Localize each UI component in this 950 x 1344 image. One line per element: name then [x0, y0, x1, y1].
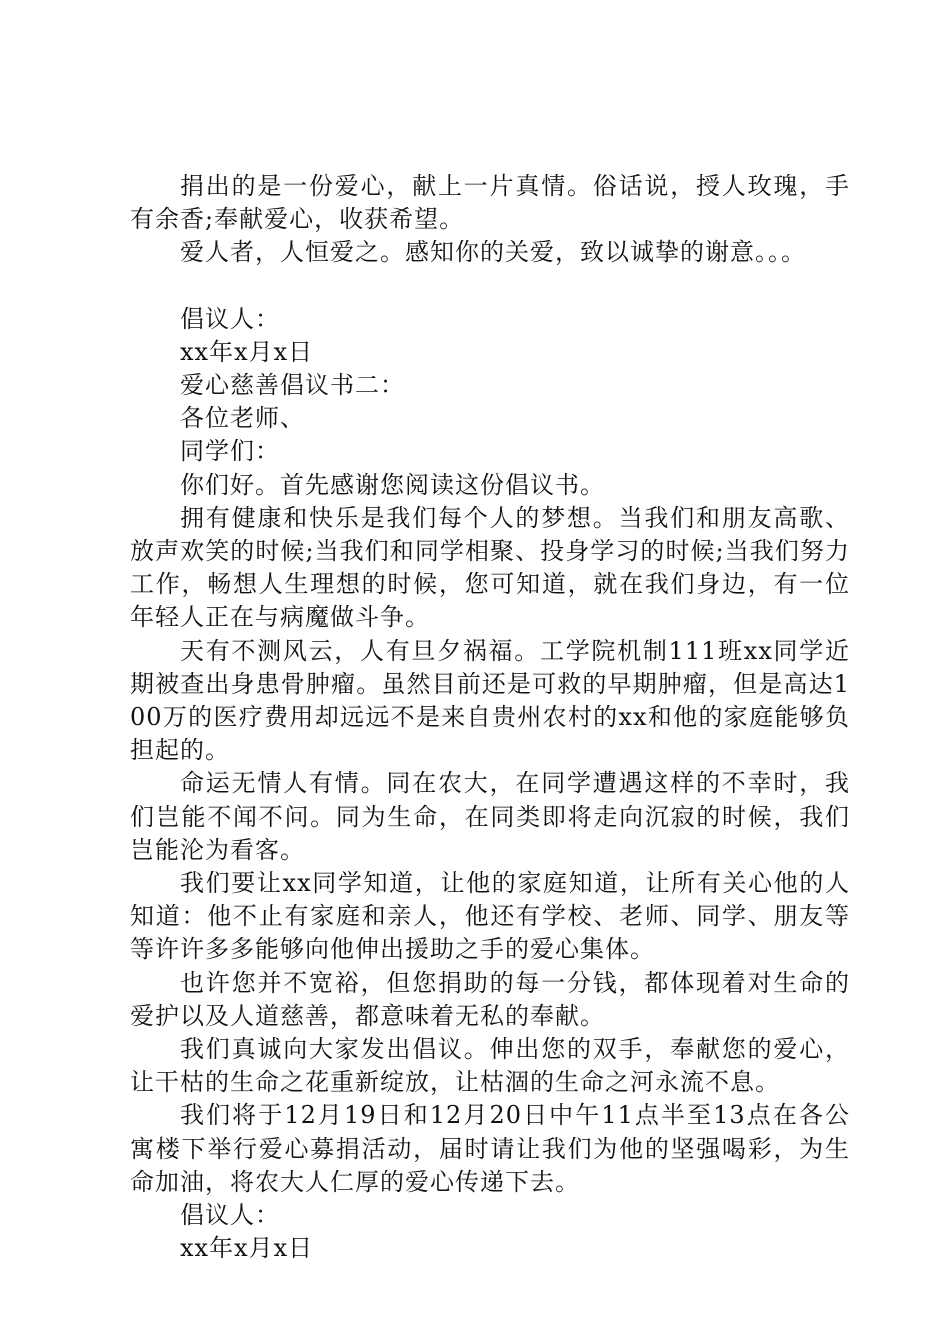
paragraph-illness: 天有不测风云，人有旦夕祸福。工学院机制111班xx同学近期被查出身患骨肿瘤。虽然目前还是可救的早期肿瘤，但是高达100万的医疗费用却远远不是来自贵州农村的xx和他的家庭能够负担起的。: [130, 636, 850, 765]
initiator-label-1: 倡议人：: [180, 304, 280, 333]
paragraph-fate: 命运无情人有情。同在农大，在同学遭遇这样的不幸时，我们岂能不闻不问。同为生命，在同类即将走向沉寂的时候，我们岂能沦为看客。: [130, 769, 850, 864]
paragraph-call-to-action: 我们真诚向大家发出倡议。伸出您的双手，奉献您的爱心，让干枯的生命之花重新绽放，让枯涸的生命之河永流不息。: [130, 1035, 850, 1097]
salutation-teachers: 各位老师、: [180, 404, 305, 433]
paragraph-health-dream: 拥有健康和快乐是我们每个人的梦想。当我们和朋友高歌、放声欢笑的时候;当我们和同学相聚、投身学习的时候;当我们努力工作，畅想人生理想的时候，您可知道，就在我们身边，有一位年轻人正在与病魔做斗争。: [130, 503, 850, 632]
section-title-2: 爱心慈善倡议书二：: [180, 371, 405, 400]
greeting-line: 你们好。首先感谢您阅读这份倡议书。: [180, 470, 605, 499]
blank-line: [130, 270, 850, 303]
document-page: [130, 170, 850, 1266]
paragraph-donation-love: 捐出的是一份爱心，献上一片真情。俗话说，授人玫瑰，手有余香;奉献爱心，收获希望。: [130, 172, 850, 234]
paragraph-event-schedule: 我们将于12月19日和12月20日中午11点半至13点在各公寓楼下举行爱心募捐活动，届时请让我们为他的坚强喝彩，为生命加油，将农大人仁厚的爱心传递下去。: [130, 1101, 850, 1196]
paragraph-every-penny: 也许您并不宽裕，但您捐助的每一分钱，都体现着对生命的爱护以及人道慈善，都意味着无私的奉献。: [130, 968, 850, 1030]
salutation-students: 同学们：: [180, 437, 280, 466]
date-line-1: xx年x月x日: [180, 337, 314, 366]
date-line-2: xx年x月x日: [180, 1234, 314, 1263]
initiator-label-2: 倡议人：: [180, 1201, 280, 1230]
paragraph-thanks: 爱人者，人恒爱之。感知你的关爱，致以诚挚的谢意。。。: [180, 238, 806, 267]
paragraph-let-know: 我们要让xx同学知道，让他的家庭知道，让所有关心他的人知道：他不止有家庭和亲人，他还有学校、老师、同学、朋友等等许许多多能够向他伸出援助之手的爱心集体。: [130, 869, 850, 964]
